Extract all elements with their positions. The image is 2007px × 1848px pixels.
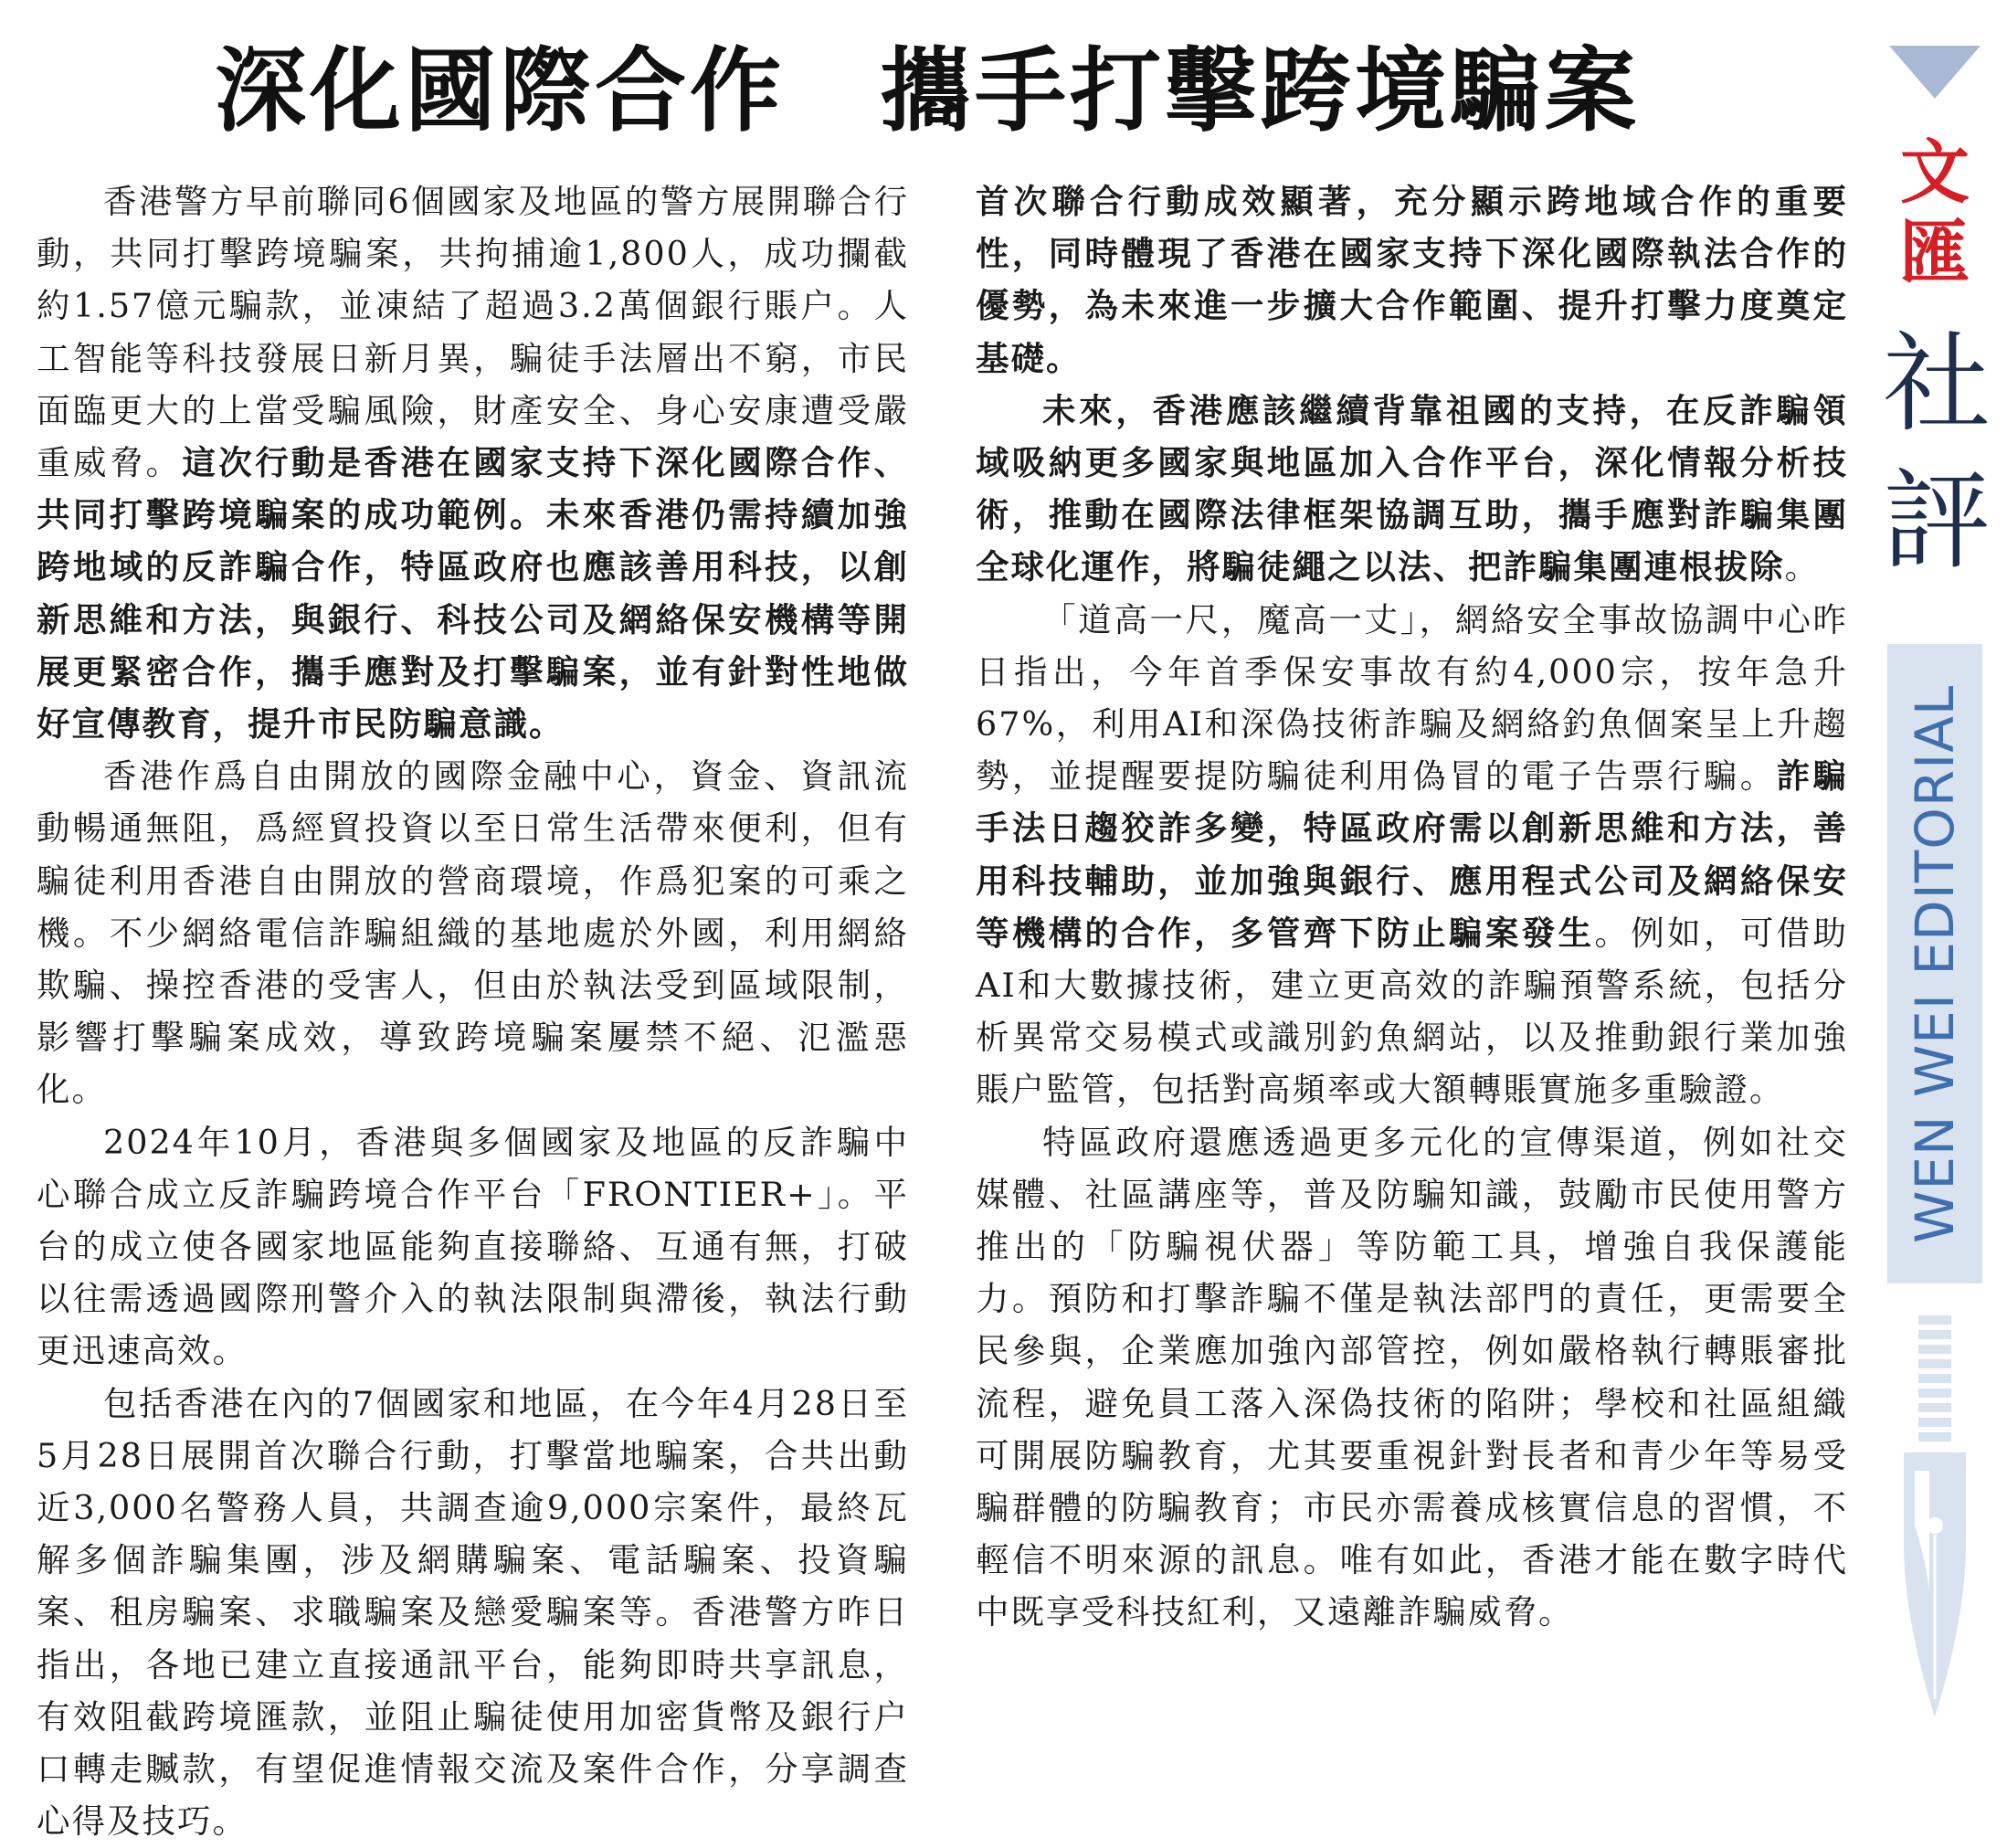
paragraph-6 bbox=[976, 594, 1848, 1116]
fountain-pen-icon bbox=[1898, 1315, 1971, 1717]
paragraph-7: 特區政府還應透過更多元化的宣傳渠道，例如社交媒體、社區講座等，普及防騙知識，鼓勵市民使用警方推出的「防騙視伏器」等防範工具，增強自我保護能力。預防和打擊詐騙不僅是執法部門的責任，更需要全民參與，企業應加強內部管控，例如嚴格執行轉賬審批流程，避免員工落入深偽技術的陷阱；學校和社區組織可開展防騙教育，尤其要重視針對長者和青少年等易受騙群體的防騙教育；市民亦需養成核實信息的習慣，不輕信不明來源的訊息。唯有如此，香港才能在數字時代中既享受科技紅利，又遠離詐騙威脅。 bbox=[976, 1122, 1848, 1632]
article-column-left bbox=[37, 175, 909, 1848]
paragraph-5 bbox=[976, 385, 1848, 594]
paragraph-2: 香港作爲自由開放的國際金融中心，資金、資訊流動暢通無阻，爲經貿投資以至日常生活帶來便利，但有騙徒利用香港自由開放的營商環境，作爲犯案的可乘之機。不少網絡電信詐騙組織的基地處於外國，利用網絡欺騙、操控香港的受害人，但由於執法受到區域限制，影響打擊騙案成效，導致跨境騙案屢禁不絕、氾濫惡化。 bbox=[37, 756, 909, 1110]
paragraph-4: 包括香港在內的7個國家和地區，在今年4月28日至5月28日展開首次聯合行動，打擊當地騙案，合共出動近3,000名警務人員，共調查逾9,000宗案件，最終瓦解多個詐騙集團，涉及網購騙案、電話騙案、投資騙案、租房騙案、求職騙案及戀愛騙案等。香港警方昨日指出，各地已建立直接通訊平台，能夠即時共享訊息，有效阻截跨境匯款，並阻止騙徒使用加密貨幣及銀行户口轉走贓款，有望促進情報交流及案件合作，分享調查心得及技巧。 bbox=[37, 1383, 909, 1842]
paragraph-1-regular: 香港警方早前聯同6個國家及地區的警方展開聯合行動，共同打擊跨境騙案，共拘捕逾1,800人，成功攔截約1.57億元騙款，並凍結了超過3.2萬個銀行賬户。人工智能等科技發展日新月異，騙徒手法層出不窮，市民面臨更大的上當受騙風險，財產安全、身心安康遭受嚴重威脅。 bbox=[37, 182, 909, 483]
paragraph-5-end: 。 bbox=[1784, 547, 1820, 587]
paragraph-4-continued bbox=[976, 175, 1848, 385]
publication-logo: 文匯 bbox=[1900, 132, 1970, 293]
paragraph-6-bold: 詐騙手法日趨狡詐多變，特區政府需以創新思維和方法，善用科技輔助，並加強與銀行、應用程式公司及網絡保安等機構的合作，多管齊下防止騙案發生 bbox=[976, 756, 1849, 953]
editorial-sidebar bbox=[1882, 0, 2007, 1800]
paragraph-5-bold: 未來，香港應該繼續背靠祖國的支持，在反詐騙領域吸納更多國家與地區加入合作平台，深化情報分析技術，推動在國際法律框架協調互助，攜手應對詐騙集團全球化運作，將騙徒繩之以法、把詐騙集團連根拔除 bbox=[976, 390, 1848, 587]
headline: 深化國際合作 攜手打擊跨境騙案 bbox=[215, 37, 1640, 144]
paragraph-6-regular-b: 。例如，可借助AI和大數據技術，建立更高效的詐騙預警系統，包括分析異常交易模式或識別釣魚網站，以及推動銀行業加強賬户監管，包括對高頻率或大額轉賬實施多重驗證。 bbox=[976, 913, 1849, 1110]
paragraph-3: 2024年10月，香港與多個國家及地區的反詐騙中心聯合成立反詐騙跨境合作平台「FRONTIER+」。平台的成立使各國家地區能夠直接聯絡、互通有無，打破以往需透過國際刑警介入的執法限制與滯後，執法行動更迅速高效。 bbox=[37, 1122, 909, 1371]
paragraph-4-bold: 首次聯合行動成效顯著，充分顯示跨地域合作的重要性，同時體現了香港在國家支持下深化國際執法合作的優勢，為未來進一步擴大合作範圍、提升打擊力度奠定基礎。 bbox=[976, 182, 1848, 378]
paragraph-1-bold: 這次行動是香港在國家支持下深化國際合作、共同打擊跨境騙案的成功範例。未來香港仍需持續加強跨地域的反詐騙合作，特區政府也應該善用科技，以創新思維和方法，與銀行、科技公司及網絡保安機構等開展更緊密合作，攜手應對及打擊騙案，並有針對性地做好宣傳教育，提升市民防騙意識。 bbox=[37, 443, 910, 744]
section-english-title: WEN WEI EDITORIAL bbox=[1904, 684, 1966, 1243]
paragraph-6-regular-a: 「道高一尺，魔高一丈」，網絡安全事故協調中心昨日指出，今年首季保安事故有約4,000宗，按年急升67%，利用AI和深偽技術詐騙及網絡釣魚個案呈上升趨勢，並提醒要提防騙徒利用偽冒的電子告票行騙。 bbox=[976, 599, 1848, 797]
section-title: 社評 bbox=[1882, 321, 1991, 584]
paragraph-1 bbox=[37, 175, 909, 750]
triangle-icon bbox=[1889, 46, 1981, 99]
article-column-right bbox=[976, 175, 1848, 1639]
